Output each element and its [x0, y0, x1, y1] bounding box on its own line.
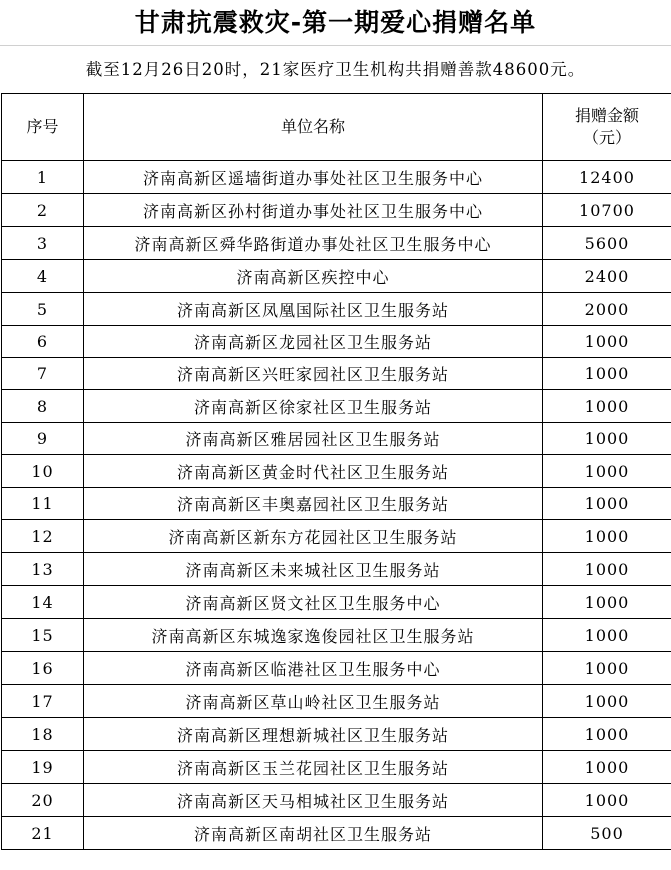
header-amount-unit: （元） — [582, 128, 631, 147]
table-row — [2, 718, 671, 751]
table-body — [2, 161, 671, 850]
row-amount: 500 — [543, 817, 671, 850]
row-index: 13 — [2, 553, 84, 586]
table-row — [2, 751, 671, 784]
row-index: 15 — [2, 619, 84, 652]
table-row — [2, 423, 671, 455]
table-row — [2, 553, 671, 586]
row-unit-name: 济南高新区天马相城社区卫生服务站 — [84, 784, 543, 817]
row-unit-name: 济南高新区新东方花园社区卫生服务站 — [84, 520, 543, 553]
row-amount: 1000 — [543, 652, 671, 685]
row-index: 3 — [2, 227, 84, 260]
table-row — [2, 817, 671, 850]
row-index: 9 — [2, 423, 84, 455]
page-title: 甘肃抗震救灾-第一期爱心捐赠名单 — [0, 0, 671, 46]
row-unit-name: 济南高新区兴旺家园社区卫生服务站 — [84, 358, 543, 390]
row-index: 5 — [2, 293, 84, 326]
table-row — [2, 194, 671, 227]
row-unit-name: 济南高新区孙村街道办事处社区卫生服务中心 — [84, 194, 543, 227]
row-amount: 2000 — [543, 293, 671, 326]
row-unit-name: 济南高新区舜华路街道办事处社区卫生服务中心 — [84, 227, 543, 260]
table-row — [2, 390, 671, 423]
row-amount: 1000 — [543, 685, 671, 718]
table-row — [2, 784, 671, 817]
row-index: 14 — [2, 586, 84, 619]
row-unit-name: 济南高新区徐家社区卫生服务站 — [84, 390, 543, 423]
row-unit-name: 济南高新区黄金时代社区卫生服务站 — [84, 455, 543, 488]
row-unit-name: 济南高新区玉兰花园社区卫生服务站 — [84, 751, 543, 784]
row-unit-name: 济南高新区疾控中心 — [84, 260, 543, 293]
row-unit-name: 济南高新区雅居园社区卫生服务站 — [84, 423, 543, 455]
table-row — [2, 293, 671, 326]
row-amount: 1000 — [543, 784, 671, 817]
row-index: 1 — [2, 161, 84, 194]
table-row — [2, 455, 671, 488]
row-index: 17 — [2, 685, 84, 718]
table-header-row — [2, 94, 671, 161]
header-name: 单位名称 — [84, 94, 543, 161]
row-unit-name: 济南高新区南胡社区卫生服务站 — [84, 817, 543, 850]
row-index: 10 — [2, 455, 84, 488]
table-row — [2, 685, 671, 718]
row-amount: 1000 — [543, 520, 671, 553]
row-amount: 12400 — [543, 161, 671, 194]
row-unit-name: 济南高新区龙园社区卫生服务站 — [84, 326, 543, 358]
table-row — [2, 586, 671, 619]
header-index: 序号 — [2, 94, 84, 161]
table-row — [2, 161, 671, 194]
row-unit-name: 济南高新区理想新城社区卫生服务站 — [84, 718, 543, 751]
row-amount: 5600 — [543, 227, 671, 260]
row-unit-name: 济南高新区草山岭社区卫生服务站 — [84, 685, 543, 718]
row-index: 18 — [2, 718, 84, 751]
row-unit-name: 济南高新区未来城社区卫生服务站 — [84, 553, 543, 586]
row-amount: 1000 — [543, 586, 671, 619]
table-row — [2, 227, 671, 260]
row-index: 6 — [2, 326, 84, 358]
table-row — [2, 520, 671, 553]
table-row — [2, 488, 671, 520]
row-unit-name: 济南高新区东城逸家逸俊园社区卫生服务站 — [84, 619, 543, 652]
row-index: 19 — [2, 751, 84, 784]
row-amount: 1000 — [543, 718, 671, 751]
row-index: 8 — [2, 390, 84, 423]
row-amount: 2400 — [543, 260, 671, 293]
row-index: 4 — [2, 260, 84, 293]
row-unit-name: 济南高新区贤文社区卫生服务中心 — [84, 586, 543, 619]
row-amount: 1000 — [543, 423, 671, 455]
row-amount: 1000 — [543, 751, 671, 784]
row-index: 12 — [2, 520, 84, 553]
row-index: 20 — [2, 784, 84, 817]
row-unit-name: 济南高新区遥墙街道办事处社区卫生服务中心 — [84, 161, 543, 194]
row-amount: 1000 — [543, 358, 671, 390]
row-amount: 10700 — [543, 194, 671, 227]
donation-table — [1, 93, 671, 850]
row-index: 16 — [2, 652, 84, 685]
row-amount: 1000 — [543, 390, 671, 423]
table-row — [2, 652, 671, 685]
row-index: 2 — [2, 194, 84, 227]
table-row — [2, 619, 671, 652]
table-row — [2, 326, 671, 358]
row-amount: 1000 — [543, 326, 671, 358]
header-amount — [543, 94, 671, 161]
row-unit-name: 济南高新区临港社区卫生服务中心 — [84, 652, 543, 685]
row-amount: 1000 — [543, 619, 671, 652]
row-amount: 1000 — [543, 455, 671, 488]
row-unit-name: 济南高新区凤凰国际社区卫生服务站 — [84, 293, 543, 326]
table-row — [2, 260, 671, 293]
row-index: 21 — [2, 817, 84, 850]
row-amount: 1000 — [543, 553, 671, 586]
page-subtitle: 截至12月26日20时，21家医疗卫生机构共捐赠善款48600元。 — [85, 60, 586, 79]
table-row — [2, 358, 671, 390]
row-index: 11 — [2, 488, 84, 520]
header-amount-label: 捐赠金额 — [574, 106, 639, 125]
row-amount: 1000 — [543, 488, 671, 520]
row-index: 7 — [2, 358, 84, 390]
row-unit-name: 济南高新区丰奥嘉园社区卫生服务站 — [84, 488, 543, 520]
